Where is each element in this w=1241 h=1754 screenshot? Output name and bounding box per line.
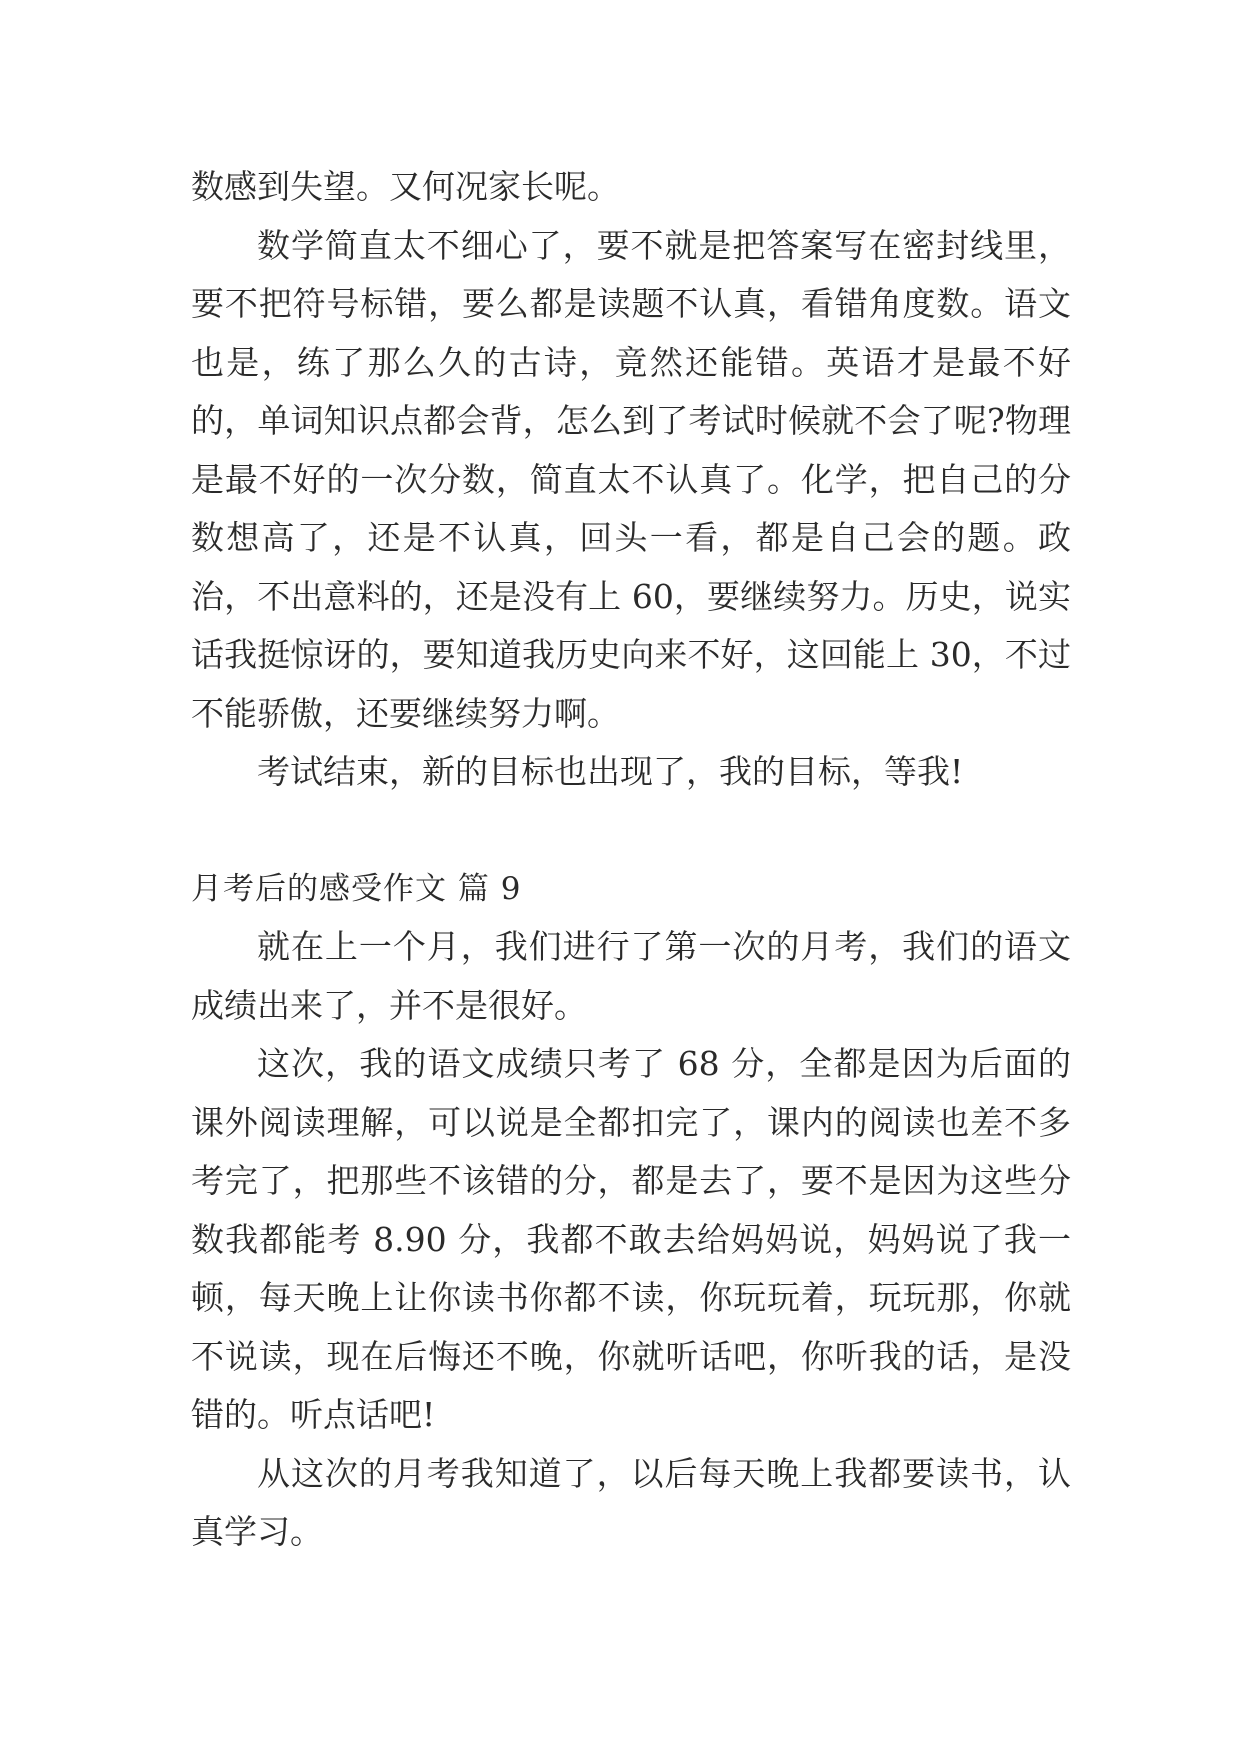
section-title: 月考后的感受作文 篇 9 xyxy=(191,870,522,907)
paragraph-chinese-score: 这次，我的语文成绩只考了 68 分，全都是因为后面的课外阅读理解，可以说是全都扣完了，课内的阅读也差不多考完了，把那些不该错的分，都是去了，要不是因为这些分数我都能考 8.90 分，我都不敢去给妈妈说，妈妈说了我一顿，每天晚上让你读书你都不读，你玩玩着，玩玩那，你就不说读，现在后悔还不晚，你就听话吧，你听我的话，是没错的。听点话吧! xyxy=(191,1044,1071,1434)
document-body xyxy=(191,158,1071,1562)
paragraph-subjects-review: 数学简直太不细心了，要不就是把答案写在密封线里，要不把符号标错，要么都是读题不认真，看错角度数。语文也是，练了那么久的古诗，竟然还能错。英语才是最不好的，单词知识点都会背，怎么到了考试时候就不会了呢?物理是最不好的一次分数，简直太不认真了。化学，把自己的分数想高了，还是不认真，回头一看，都是自己会的题。政治，不出意料的，还是没有上 60，要继续努力。历史，说实话我挺惊讶的，要知道我历史向来不好，这回能上 30，不过不能骄傲，还要继续努力啊。 xyxy=(191,225,1071,733)
paragraph-new-goal: 考试结束，新的目标也出现了，我的目标，等我! xyxy=(257,752,964,791)
paragraph-conclusion: 从这次的月考我知道了，以后每天晚上我都要读书，认真学习。 xyxy=(191,1453,1071,1551)
paragraph-intro: 就在上一个月，我们进行了第一次的月考，我们的语文成绩出来了，并不是很好。 xyxy=(191,927,1071,1025)
section-spacer xyxy=(191,802,1071,860)
paragraph-continuation: 数感到失望。又何况家长呢。 xyxy=(191,167,620,206)
